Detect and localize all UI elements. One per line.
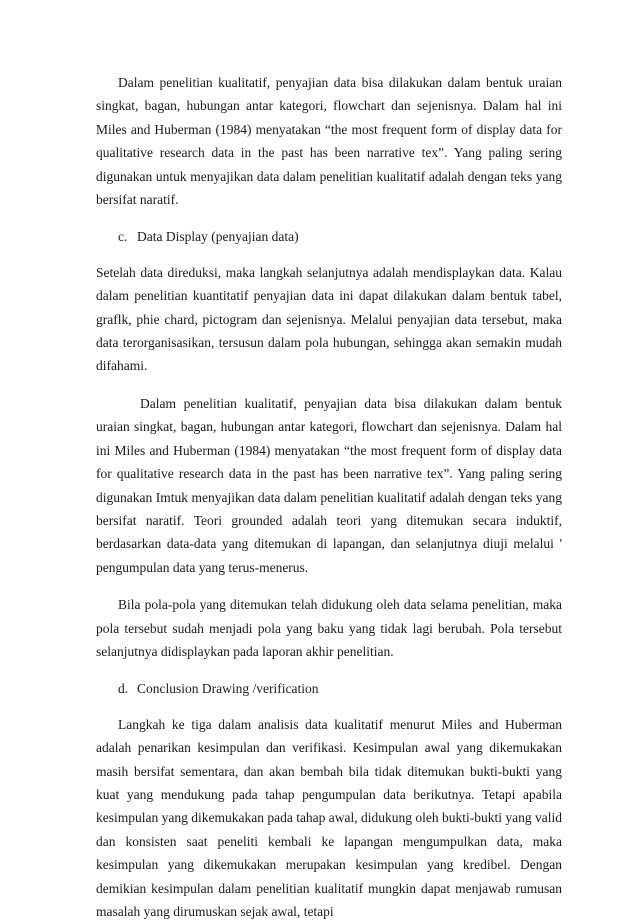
paragraph-pattern-standard: Bila pola-pola yang ditemukan telah didukung oleh data selama penelitian, maka pola tersebut sudah menjadi pola yang baku yang tidak lagi berubah. Pola tersebut selanjutnya didisplaykan pada laporan akhir penelitian.: [96, 597, 562, 659]
paragraph-data-display-reduction: Setelah data direduksi, maka langkah selanjutnya adalah mendisplaykan data. Kalau dalam penelitian kuantitatif penyajian data ini dapat dilakukan dalam bentuk tabel, graflk, phie chard, pictogram dan sejenisnya. Melalui penyajian data tersebut, maka data terorganisasikan, tersusun dalam pola hubungan, sehingga akan semakin mudah difahami.: [96, 264, 562, 374]
paragraph-data-display-intro: Dalam penelitian kualitatif, penyajian data bisa dilakukan dalam bentuk uraian singkat, bagan, hubungan antar kategori, flowchart dan sejenisnya. Dalam hal ini Miles and Huberman (1984) menyatakan “the most frequent form of display data for qualitative research data in the past has been narrative tex”. Yang paling sering digunakan untuk menyajikan data dalam penelitian kualitatif adalah dengan teks yang bersifat naratif.: [96, 75, 562, 208]
section-heading-c-text: Data Display (penyajian data): [137, 229, 299, 245]
section-heading-d-text: Conclusion Drawing /verification: [137, 681, 319, 697]
paragraph-data-display-qualitative: Dalam penelitian kualitatif, penyajian data bisa dilakukan dalam bentuk uraian singkat, bagan, hubungan antar kategori, flowchart dan sejenisnya. Dalam hal ini Miles and Huberman (1984) menyatakan “the most frequent form of display data for qualitative research data in the past has been narrative tex”. Yang paling sering digunakan Imtuk menyajikan data dalam penelitian kualitatif adalah dengan teks yang bersifat naratif. Teori grounded adalah teori yang ditemukan secara induktif, berdasarkan data-data yang ditemukan di lapangan, dan selanjutnya diuji melalui ' pengumpulan data yang terus-menerus.: [96, 395, 562, 575]
section-heading-c-marker: c.: [118, 229, 128, 245]
section-heading-d: [96, 677, 562, 700]
paragraph-conclusion-drawing: Langkah ke tiga dalam analisis data kualitatif menurut Miles and Huberman adalah penarikan kesimpulan dan verifikasi. Kesimpulan awal yang dikemukakan masih bersifat sementara, dan akan bembah bila tidak ditemukan bukti-bukti yang kuat yang mendukung pada tahap pengumpulan data berikutnya. Tetapi apabila kesimpulan yang dikemukakan pada tahap awal, didukung oleh bukti-bukti yang valid dan konsisten saat peneliti kembali ke lapangan mengumpulkan data, maka kesimpulan yang dikemukakan merupakan kesimpulan yang kredibel. Dengan demikian kesimpulan dalam penelitian kualitatif mungkin dapat menjawab rumusan masalah yang dirumuskan sejak awal, tetapi: [96, 716, 563, 919]
section-heading-c: [96, 225, 562, 248]
document-body: [96, 71, 562, 923]
section-heading-d-marker: d.: [118, 681, 129, 697]
